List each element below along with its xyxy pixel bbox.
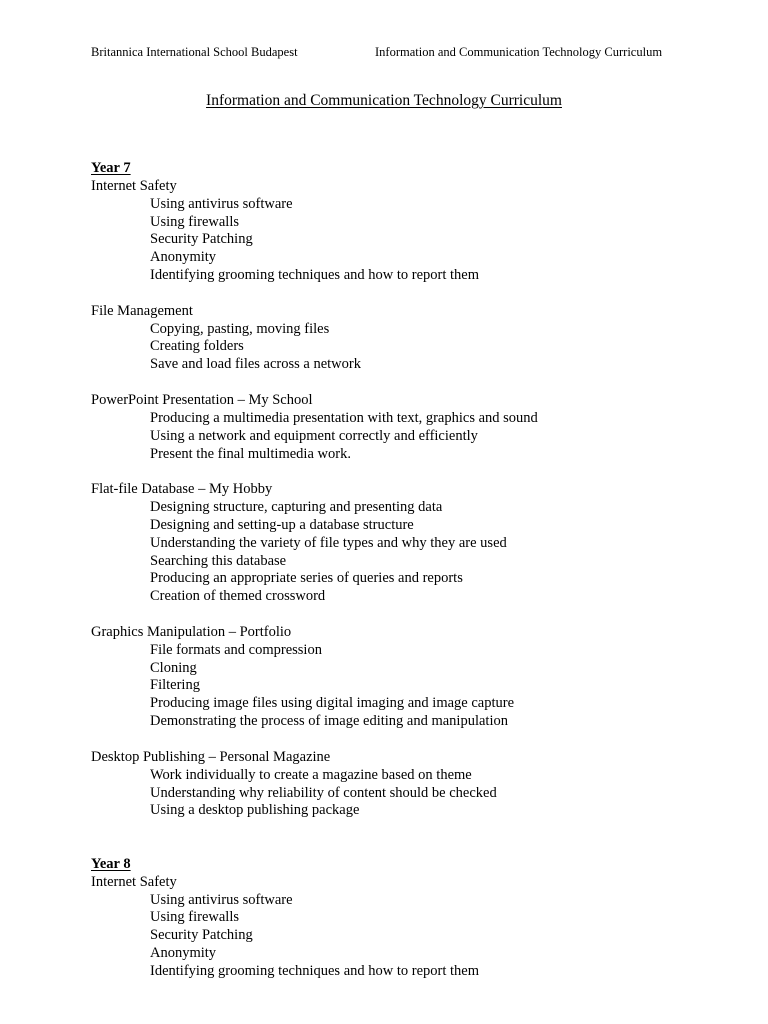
topic-item: Cloning	[150, 659, 197, 676]
topic-item: Understanding why reliability of content should be checked	[150, 784, 497, 801]
topic-section	[91, 481, 731, 606]
topic-item: Using a network and equipment correctly and efficiently	[150, 427, 478, 444]
topic-item: Understanding the variety of file types and why they are used	[150, 534, 507, 551]
topic-item: Searching this database	[150, 552, 287, 569]
year-heading: Year 7	[91, 160, 131, 176]
topic-item: Identifying grooming techniques and how to report them	[150, 267, 479, 284]
topic-section	[91, 749, 731, 820]
topic-item: Security Patching	[150, 927, 253, 944]
curriculum-body	[91, 160, 731, 981]
spacer	[91, 731, 731, 749]
topic-item: Designing and setting-up a database structure	[150, 516, 414, 533]
topic-item: Anonymity	[150, 249, 217, 266]
topic-title: Flat-file Database – My Hobby	[91, 481, 273, 498]
topic-item: Work individually to create a magazine based on theme	[150, 766, 472, 783]
topic-item: Identifying grooming techniques and how to report them	[150, 962, 479, 979]
topic-item: Present the final multimedia work.	[150, 445, 351, 462]
topic-section	[91, 874, 731, 981]
year-heading: Year 8	[91, 855, 131, 872]
topic-title: Internet Safety	[91, 873, 177, 890]
topic-item: Security Patching	[150, 231, 253, 248]
document-title-text: Information and Communication Technology Curriculum	[206, 92, 562, 109]
topic-title: PowerPoint Presentation – My School	[91, 391, 313, 408]
topic-item: Save and load files across a network	[150, 356, 361, 373]
spacer	[91, 820, 731, 856]
document-title	[0, 91, 768, 111]
topic-item: Anonymity	[150, 945, 217, 962]
topic-item: Filtering	[150, 677, 200, 694]
topic-item: Producing image files using digital imaging and image capture	[150, 695, 515, 712]
topic-item: Creation of themed crossword	[150, 588, 326, 605]
topic-item: Using antivirus software	[150, 195, 293, 212]
year-7-section	[91, 160, 731, 820]
topic-item: Producing a multimedia presentation with text, graphics and sound	[150, 409, 538, 426]
topic-item: Designing structure, capturing and presenting data	[150, 499, 443, 516]
spacer	[91, 374, 731, 392]
topic-title: File Management	[91, 302, 193, 319]
topic-title: Internet Safety	[91, 177, 177, 194]
topic-item: File formats and compression	[150, 641, 322, 658]
topic-item: Demonstrating the process of image editing and manipulation	[150, 713, 508, 730]
topic-item: Using firewalls	[150, 909, 239, 926]
header-school-name: Britannica International School Budapest	[91, 45, 298, 59]
topic-section	[91, 303, 731, 374]
topic-item: Producing an appropriate series of queries and reports	[150, 570, 463, 587]
topic-title: Desktop Publishing – Personal Magazine	[91, 748, 331, 765]
topic-section	[91, 178, 731, 285]
topic-title: Graphics Manipulation – Portfolio	[91, 623, 292, 640]
spacer	[91, 463, 731, 481]
topic-item: Using a desktop publishing package	[150, 802, 360, 819]
spacer	[91, 606, 731, 624]
topic-item: Creating folders	[150, 338, 244, 355]
header-document-name: Information and Communication Technology Curriculum	[375, 45, 663, 59]
year-8-section	[91, 856, 731, 981]
topic-section	[91, 624, 731, 731]
topic-section	[91, 392, 731, 463]
spacer	[91, 285, 731, 303]
topic-item: Using firewalls	[150, 213, 239, 230]
topic-item: Copying, pasting, moving files	[150, 320, 330, 337]
topic-item: Using antivirus software	[150, 891, 293, 908]
